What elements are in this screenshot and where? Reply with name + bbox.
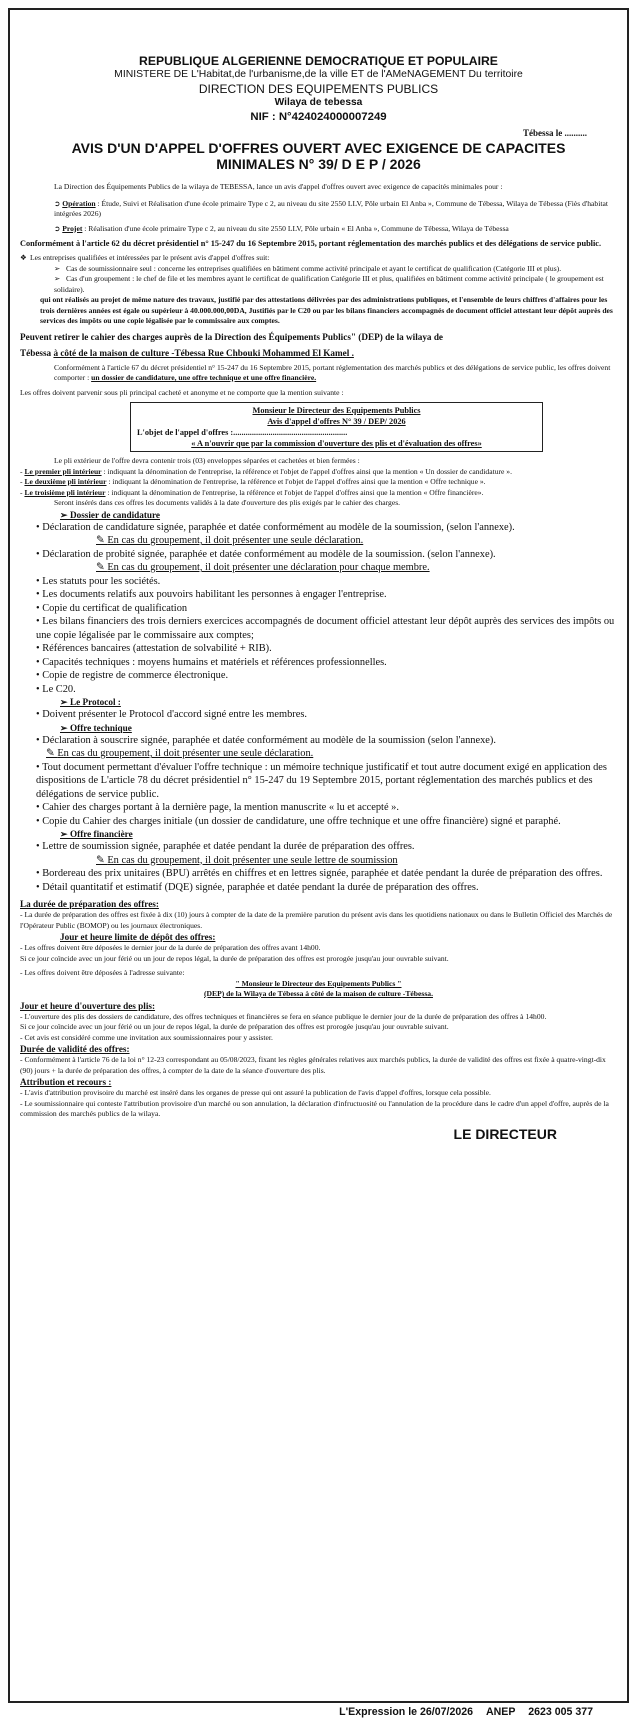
header bbox=[20, 54, 617, 124]
retrait-adresse: Tébessa à côté de la maison de culture -Tébessa Rue Chbouki Mohammed El Kamel . bbox=[20, 347, 354, 358]
conformement-67: Conformément à l'article 67 du décret présidentiel n° 15-247 du 16 Septembre 2015, portant réglementation des marchés publics et des délégations de service public, les offres doivent comporter : un dossier de candidature, une offre technique et une offre financière. bbox=[54, 362, 611, 382]
invitation-text: - Cet avis est considéré comme une invitation aux soumissionnaires pour y assister. bbox=[20, 1032, 273, 1042]
offre-financiere-title: ➢ Offre financière bbox=[60, 829, 133, 839]
footer-ref: 2623 005 377 bbox=[528, 1706, 593, 1718]
intro-text: La Direction des Équipements Publics de la wilaya de TEBESSA, lance un avis d'appel d'offres ouvert avec exigence de capacités minimales pour : bbox=[54, 182, 503, 191]
check-arrow-icon: ➢ bbox=[54, 263, 61, 273]
wilaya-title: Wilaya de tebessa bbox=[274, 97, 363, 108]
operation-text: : Étude, Suivi et Réalisation d'une école primaire Type c 2, au niveau du site 2550 LLV, Pôle urbain El Anba », Commune de Tébessa, Wilaya de Tébessa (Fiès d'habitat intégrées 2026) bbox=[54, 198, 608, 218]
validite-text: - Conformément à l'article 76 de la loi n° 12-23 correspondant au 05/08/2023, fixant les règles générales relatives aux marchés publics, la durée de validité des offres est fixée à quatre-vingt-dix (90) jours + la durée de préparation des offres, à compter de la date de la séance d'ouverture des plis. bbox=[20, 1055, 606, 1075]
pli-exterieur: Le pli extérieur de l'offre devra contenir trois (03) enveloppes séparées et cachetées et bien fermées : bbox=[54, 456, 360, 465]
projet bbox=[20, 224, 617, 235]
check-arrow-icon: ➢ bbox=[54, 274, 61, 283]
jour-limite-text-2: Si ce jour coïncide avec un jour férié ou un jour de repos légal, la durée de préparation des offres est prorogée jusqu'au jour ouvrable suivant. bbox=[20, 953, 449, 963]
footer bbox=[0, 1706, 637, 1723]
ministry-title: MINISTERE DE L'Habitat,de l'urbanisme,de la ville ET de l'AMeNAGEMENT Du territoire bbox=[114, 69, 523, 80]
list-item: ✎ En cas du groupement, il doit présenter une seule lettre de soumission bbox=[96, 854, 398, 866]
ouverture-text-2: Si ce jour coïncide avec un jour férié ou un jour de repos légal, la durée de préparation des offres est prorogée jusqu'au jour ouvrable suivant. bbox=[20, 1022, 449, 1031]
envelope-box bbox=[130, 402, 543, 452]
protocol-title: ➢ Le Protocol : bbox=[60, 697, 121, 707]
projet-arrow-icon: ➲ bbox=[54, 223, 63, 233]
list-item: ✎ En cas du groupement, il doit présenter une seule déclaration. bbox=[46, 748, 314, 759]
list-item: ✎ En cas du groupement, il doit présenter une déclaration pour chaque membre. bbox=[96, 562, 430, 573]
date-line: Tébessa le .......... bbox=[523, 128, 587, 138]
list-item: • Tout document permettant d'évaluer l'offre technique : un mémoire technique justificatif et tout autre document exigé en application des dispositions de L'article 78 du décret présidentiel n° 15-247 du 19 Septembre 2015, portant réglementation des marchés publics et des délégations de service public. bbox=[36, 761, 607, 800]
republic-title: REPUBLIQUE ALGERIENNE DEMOCRATIQUE ET POPULAIRE bbox=[139, 54, 498, 68]
list-item: • Lettre de soumission signée, paraphée et datée pendant la durée de préparation des offres. bbox=[36, 841, 415, 852]
list-item: • Copie du Cahier des charges initiale (un dossier de candidature, une offre technique et une offre financière) signé et paraphé. bbox=[36, 815, 561, 827]
attribution-title: Attribution et recours : bbox=[20, 1077, 112, 1087]
notice-title bbox=[20, 140, 617, 172]
notice-title-line-2: MINIMALES N° 39/ D E P / 2026 bbox=[216, 156, 421, 172]
arrow-icon: ➢ bbox=[60, 509, 70, 520]
list-item: • Cahier des charges portant à la dernière page, la mention manuscrite « lu et accepté ». bbox=[36, 802, 399, 813]
deposees-text: - Les offres doivent être déposées à l'adresse suivante: bbox=[20, 968, 185, 977]
operation-label: Opération bbox=[62, 198, 96, 208]
dossier-title: ➢ Dossier de candidature bbox=[60, 509, 161, 520]
jour-limite-text: - Les offres doivent être déposées le dernier jour de la durée de préparation des offres avant 14h00. bbox=[20, 943, 321, 952]
qui-ont-realise: qui ont réalisés au projet de même nature des travaux, justifié par des attestations délivrées par des administrations publiques, et l'ensemble de leurs chiffres d'affaires pour les trois dernières années est égale ou supérieur à 40.000.000,00DA, Justifiés par le C20 ou par les bilans financiers accompagnés de document officiel attestant leur dépôt auprès des services des impôts ou une copie légalisée par le commissaire aux comptes. bbox=[40, 295, 613, 325]
adresse-line-1: " Monsieur le Directeur des Equipements Publics " bbox=[235, 978, 402, 988]
list-item: ✎ En cas du groupement, il doit présenter une seule déclaration. bbox=[96, 535, 364, 546]
offre-financiere-list bbox=[20, 840, 617, 894]
seront-inseres: Seront insérés dans ces offres les documents validés à la date d'ouverture des plis exigés par le cahier des charges. bbox=[54, 498, 401, 507]
notice-frame bbox=[8, 8, 629, 1703]
list-item: • Les statuts pour les sociétés. bbox=[36, 575, 161, 587]
list-item: • Détail quantitatif et estimatif (DQE) signée, paraphée et datée pendant la durée de préparation des offres. bbox=[36, 881, 479, 893]
list-item: • Copie de registre de commerce électronique. bbox=[36, 670, 229, 681]
nif-number: NIF : N°424024000007249 bbox=[250, 111, 387, 123]
pli-2: - Le deuxième pli intérieur : indiquant la dénomination de l'entreprise, la référence et l'objet de l'appel d'offres ainsi que la mention « Offre technique ». bbox=[20, 477, 486, 486]
offre-technique-list bbox=[20, 734, 617, 829]
list-item: • Les documents relatifs aux pouvoirs habilitant les personnes à engager l'entreprise. bbox=[36, 589, 387, 600]
direction-title: DIRECTION DES EQUIPEMENTS PUBLICS bbox=[198, 82, 439, 96]
list-item: • Capacités techniques : moyens humains et matériels et références professionnelles. bbox=[36, 656, 387, 668]
ouverture-title: Jour et heure d'ouverture des plis: bbox=[20, 1000, 156, 1011]
ouverture-text: - L'ouverture des plis des dossiers de candidature, des offres techniques et financières se fera en séance publique le dernier jour de la durée de préparation des offres à 14h00. bbox=[20, 1011, 547, 1021]
list-item: • Déclaration de candidature signée, paraphée et datée conformément au modèle de la soumission, (selon l'annexe). bbox=[36, 521, 515, 533]
offre-technique-title: ➢ Offre technique bbox=[60, 722, 132, 733]
operation bbox=[20, 199, 617, 220]
arrow-icon: ➢ bbox=[60, 697, 70, 707]
conformement-62: Conformément à l'article 62 du décret présidentiel n° 15-247 du 16 Septembre 2015, portant réglementation des marchés publics et des délégations de service public. bbox=[20, 239, 602, 248]
operation-arrow-icon: ➲ bbox=[54, 198, 63, 208]
list-item: • Les bilans financiers des trois derniers exercices accompagnés de document officiel attestant leur dépôt auprès des services des impôts ou une copie légalisée par le commissaire aux comptes; bbox=[36, 616, 615, 641]
projet-text: : Réalisation d'une école primaire Type c 2, au niveau du site 2550 LLV, Pôle urbain « El Anba », Commune de Tébessa, Wilaya de Tébessa bbox=[84, 223, 509, 233]
duree-preparation-text: - La durée de préparation des offres est fixée à dix (10) jours à compter de la date de la première parution du présent avis dans les quotidiens nationaux ou dans le Bulletin Officiel des Marchés de l'Opérateur Public (BOMOP) ou les journaux électroniques. bbox=[20, 910, 613, 930]
signature: LE DIRECTEUR bbox=[453, 1125, 557, 1142]
jour-limite-title: Jour et heure limite de dépôt des offres: bbox=[60, 932, 216, 942]
projet-label: Projet bbox=[62, 223, 83, 233]
cas-soumissionnaire: ➢ Cas de soumissionnaire seul : concerne les entreprises qualifiées en bâtiment comme activité principale et ayant le certificat de qualification (Catégorie III et plus). bbox=[54, 263, 562, 273]
parvenir-text: Les offres doivent parvenir sous pli principal cacheté et anonyme et ne comporte que la mention suivante : bbox=[20, 387, 344, 397]
peuvent-retirer: Peuvent retirer le cahier des charges auprès de la Direction des Équipements Publics" (DEP) de la wilaya de bbox=[20, 331, 444, 342]
list-item: • Le C20. bbox=[36, 683, 76, 695]
validite-title: Durée de validité des offres: bbox=[20, 1044, 130, 1054]
notice-title-line-1: AVIS D'UN D'APPEL D'OFFRES OUVERT AVEC EXIGENCE DE CAPACITES bbox=[71, 140, 566, 156]
duree-preparation-title: La durée de préparation des offres: bbox=[20, 899, 159, 909]
arrow-icon: ➢ bbox=[60, 829, 70, 839]
dossier-list bbox=[20, 521, 617, 697]
footer-journal: L'Expression le 26/07/2026 bbox=[339, 1706, 474, 1718]
arrow-icon: ➢ bbox=[60, 722, 70, 733]
pli-3: - Le troisième pli intérieur : indiquant la dénomination de l'entreprise, la référence et l'objet de l'appel d'offres ainsi que la mention « Offre financière». bbox=[20, 487, 484, 497]
attribution-text: - L'avis d'attribution provisoire du marché est inséré dans les organes de presse qui ont assuré la publication de l'avis d'appel d'offres, lorsque cela possible. bbox=[20, 1088, 491, 1097]
cas-groupement: ➢ Cas d'un groupement : le chef de file et les membres ayant le certificat de qualification Catégorie III et plus, qualifiées en bâtiment comme activité principale ( le groupement est solidaire). bbox=[54, 274, 604, 294]
list-item: • Références bancaires (attestation de solvabilité + RIB). bbox=[36, 643, 272, 654]
recours-text: - Le soumissionnaire qui conteste l'attribution provisoire d'un marché ou son annulation, la déclaration d'infructuosité ou l'annulation de la procédure dans le cadre d'un appel d'offre, auprès de la commission des marchés publics de la wilaya. bbox=[20, 1098, 609, 1118]
protocol-item: • Doivent présenter le Protocol d'accord signé entre les membres. bbox=[36, 709, 307, 720]
footer-anep: ANEP bbox=[485, 1706, 516, 1718]
pli-1: - Le premier pli intérieur : indiquant la dénomination de l'entreprise, la référence et l'objet de l'appel d'offres ainsi que la mention « Un dossier de candidature ». bbox=[20, 466, 512, 476]
adresse-line-2: (DEP) de la Wilaya de Tébessa à côté de la maison de culture -Tébessa. bbox=[204, 989, 433, 998]
box-line-1: Monsieur le Directeur des Equipements Publics bbox=[252, 406, 421, 415]
list-item: • Copie du certificat de qualification bbox=[36, 602, 188, 614]
box-line-4: « A n'ouvrir que par la commission d'ouverture des plis et d'évaluation des offres» bbox=[191, 439, 482, 448]
box-line-3: L'objet de l'appel d'offres :....................................................... bbox=[137, 428, 348, 437]
list-item: • Déclaration de probité signée, paraphée et datée conformément au modèle de la soumission. (selon l'annexe). bbox=[36, 548, 496, 560]
entreprises-intro: ❖ Les entreprises qualifiées et intéressées par le présent avis d'appel d'offres suit: bbox=[20, 253, 270, 262]
list-item: • Déclaration à souscrire signée, paraphée et datée conformément au modèle de la soumission (selon l'annexe). bbox=[36, 734, 496, 746]
box-line-2: Avis d'appel d'offres N° 39 / DEP/ 2026 bbox=[267, 417, 406, 426]
bullet-icon: ❖ bbox=[20, 253, 27, 262]
list-item: • Bordereau des prix unitaires (BPU) arrêtés en chiffres et en lettres signée, paraphée et datée pendant la durée de préparation des offres. bbox=[36, 868, 603, 879]
